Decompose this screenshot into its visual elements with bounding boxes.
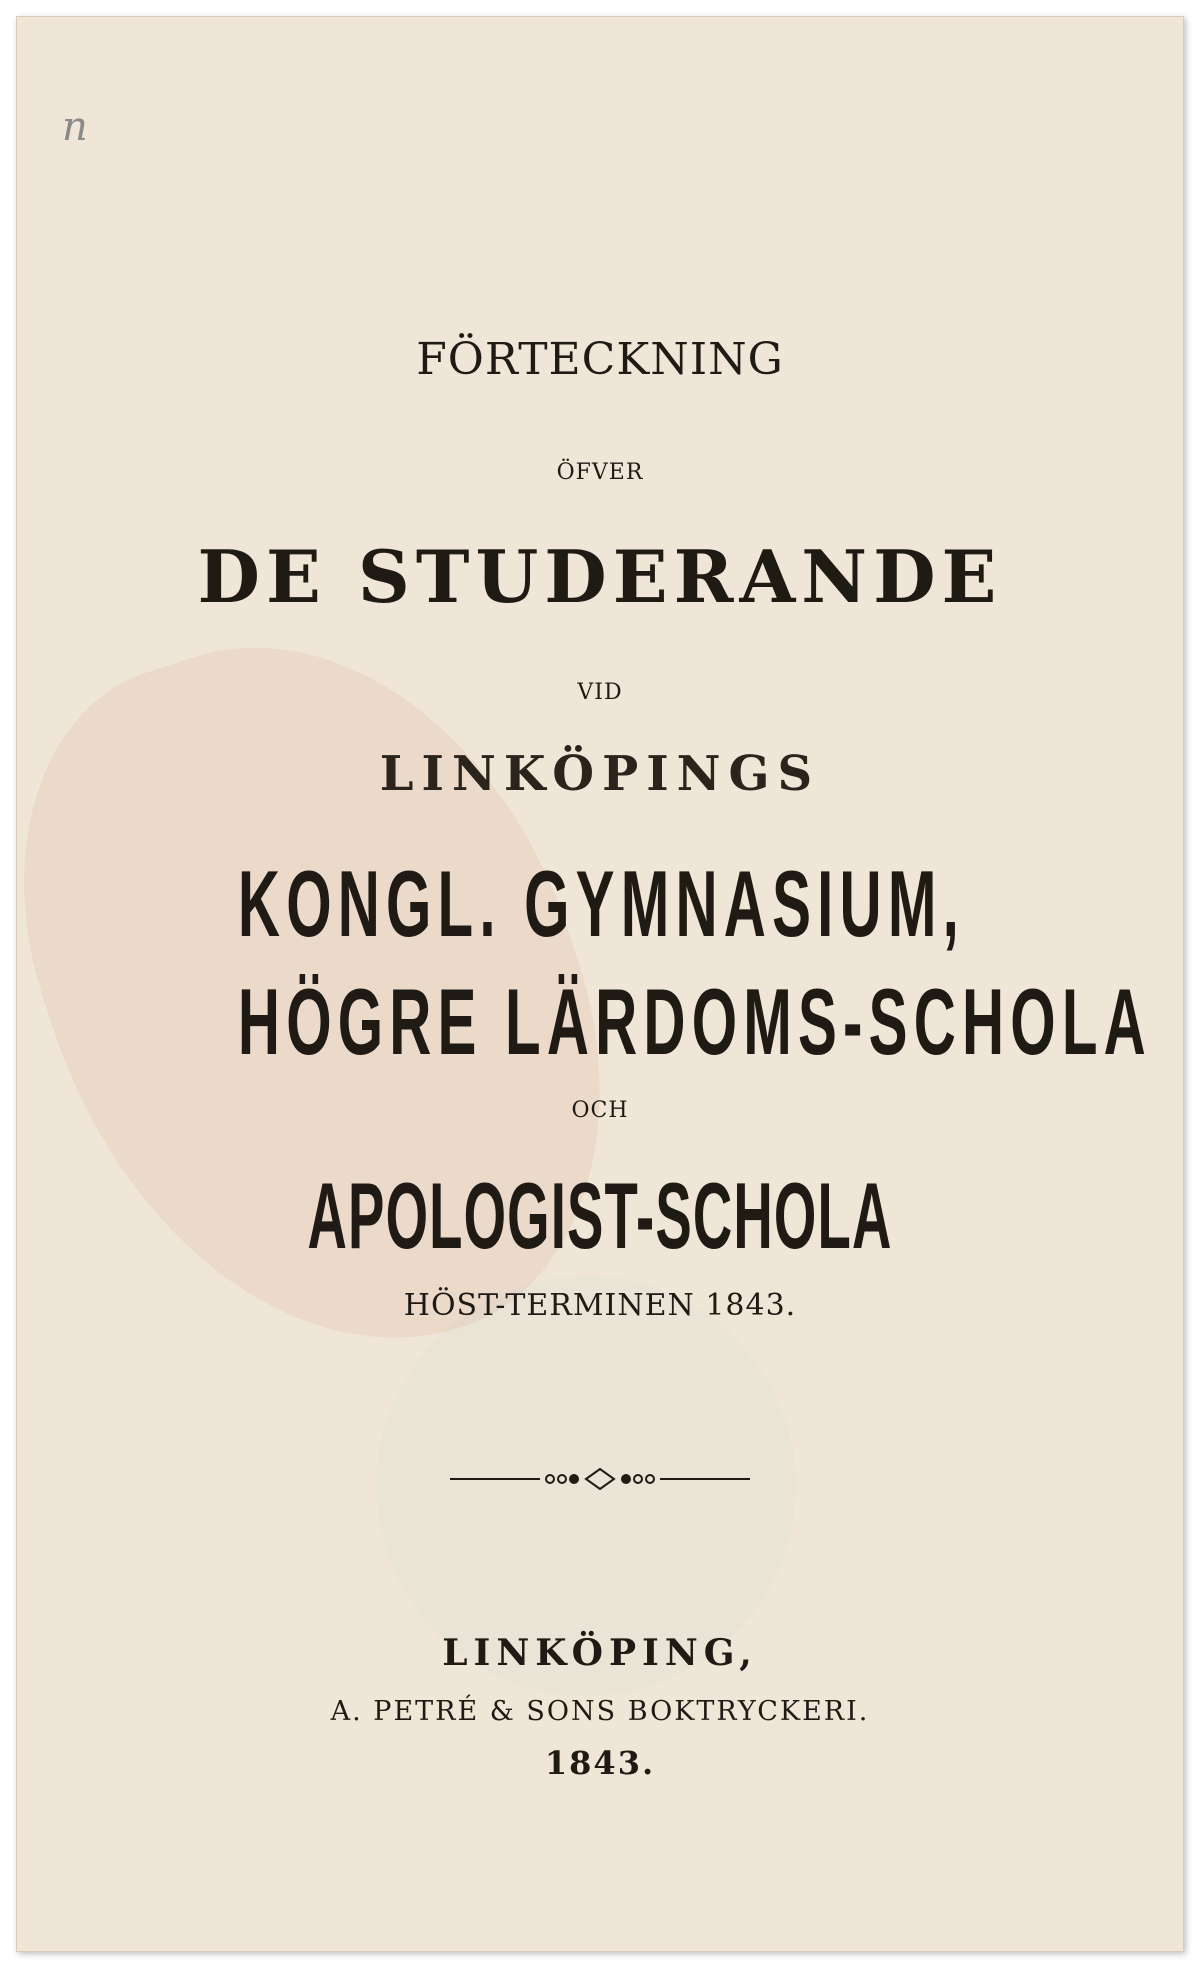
- title-apologist-schola: APOLOGIST-SCHOLA: [307, 1163, 893, 1268]
- title-page: [16, 16, 1184, 1952]
- term-line: HÖST-TERMINEN 1843.: [403, 1288, 797, 1323]
- imprint-city: LINKÖPING,: [442, 1632, 758, 1674]
- title-kongl-gymnasium: KONGL. GYMNASIUM,: [237, 851, 965, 956]
- imprint-year: 1843.: [544, 1744, 656, 1782]
- title-de-studerande: DE STUDERANDE: [197, 534, 1003, 619]
- title-hogre-lardoms-schola: HÖGRE LÄRDOMS-SCHOLA: [237, 969, 1152, 1074]
- title-och: OCH: [571, 1098, 629, 1123]
- title-ofver: ÖFVER: [556, 460, 644, 485]
- title-linkopings: LINKÖPINGS: [379, 746, 821, 802]
- imprint-printer: A. PETRÉ & SONS BOKTRYCKERI.: [330, 1696, 870, 1727]
- title-forteckning: FÖRTECKNING: [416, 334, 784, 385]
- ornament-divider-icon: [450, 1464, 750, 1494]
- title-vid: VID: [577, 680, 623, 705]
- handwritten-margin-note: n: [62, 104, 88, 150]
